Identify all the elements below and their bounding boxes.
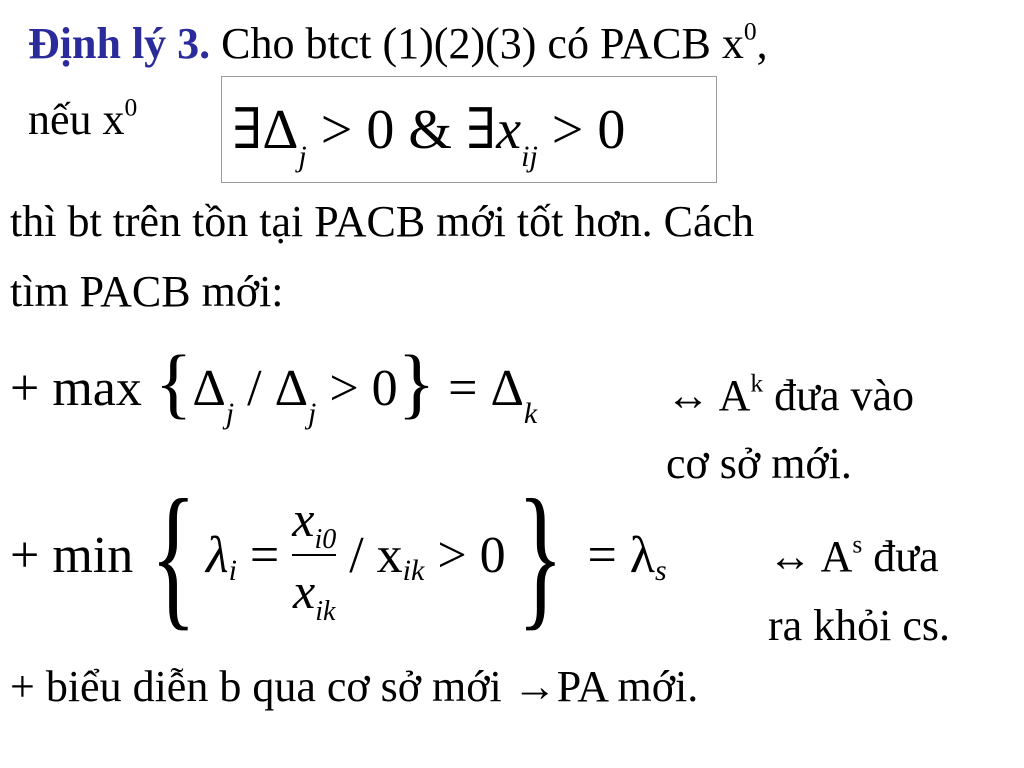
body-line-3: thì bt trên tồn tại PACB mới tốt hơn. Cách — [10, 197, 755, 246]
min-note-line2: ra khỏi cs. — [768, 601, 951, 650]
frac-den: $x_{ik}$ — [293, 563, 336, 627]
max-note-line2: cơ sở mới. — [666, 439, 852, 488]
min-note-arrow: ↔ A — [768, 532, 853, 581]
max-note-line1 — [666, 368, 915, 420]
left-brace: { — [154, 339, 193, 426]
max-note-arrow: ↔ A — [666, 371, 751, 420]
max-sub-j-2: j — [308, 397, 317, 430]
max-prefix: + max — [10, 360, 142, 417]
min-sub-s: s — [655, 554, 667, 587]
gt-zero-and: > 0 & ∃ — [306, 99, 497, 161]
theorem-sup: 0 — [743, 16, 757, 46]
max-note-tail: đưa vào — [763, 371, 915, 420]
min-right-brace: } — [517, 466, 564, 644]
max-sub-j: j — [225, 397, 235, 430]
max-slash: / — [234, 360, 275, 417]
right-brace: } — [397, 339, 436, 426]
min-prefix: + min — [10, 526, 134, 584]
theorem-title: Định lý 3. — [28, 19, 211, 68]
theorem-line-1 — [28, 16, 768, 68]
max-delta: Δ — [192, 360, 226, 417]
exists-delta: ∃Δ — [232, 99, 299, 161]
max-sub-k: k — [523, 397, 538, 430]
max-delta-2: Δ — [274, 360, 309, 417]
body-line-4: tìm PACB mới: — [10, 267, 284, 316]
min-note-line1 — [768, 529, 939, 581]
theorem-line-2 — [28, 92, 138, 144]
max-eq: = Δ — [435, 360, 524, 417]
gt-zero: > 0 — [537, 99, 626, 161]
min-rule-formula — [10, 466, 667, 644]
min-sub-i: i — [228, 554, 237, 587]
condition-formula — [232, 97, 626, 173]
max-gt0: > 0 — [316, 360, 398, 417]
max-note-sup: k — [750, 368, 764, 398]
theorem-comma: , — [756, 19, 768, 68]
condition-prefix: nếu x — [28, 95, 125, 144]
min-fraction — [292, 490, 337, 627]
condition-prefix-sup: 0 — [124, 92, 138, 122]
sub-ij: ij — [521, 140, 538, 173]
max-rule-formula — [10, 339, 538, 430]
sub-j: j — [298, 140, 307, 173]
last-line: + biểu diễn b qua cơ sở mới →PA mới. — [10, 662, 699, 711]
min-eq2: = λ — [574, 526, 655, 584]
min-slash-x: / x — [336, 526, 403, 584]
min-note-sup: s — [852, 529, 863, 559]
min-left-brace: { — [150, 466, 197, 644]
x-var: x — [496, 99, 522, 161]
min-gt0: > 0 — [424, 526, 506, 584]
min-note-tail: đưa — [862, 532, 939, 581]
min-x-sub: ik — [402, 554, 425, 587]
frac-num: $x_{i0}$ — [292, 491, 337, 555]
min-eq: = — [236, 526, 293, 584]
theorem-text: Cho btct (1)(2)(3) có PACB x — [221, 19, 744, 68]
min-lambda: λ — [206, 526, 229, 584]
